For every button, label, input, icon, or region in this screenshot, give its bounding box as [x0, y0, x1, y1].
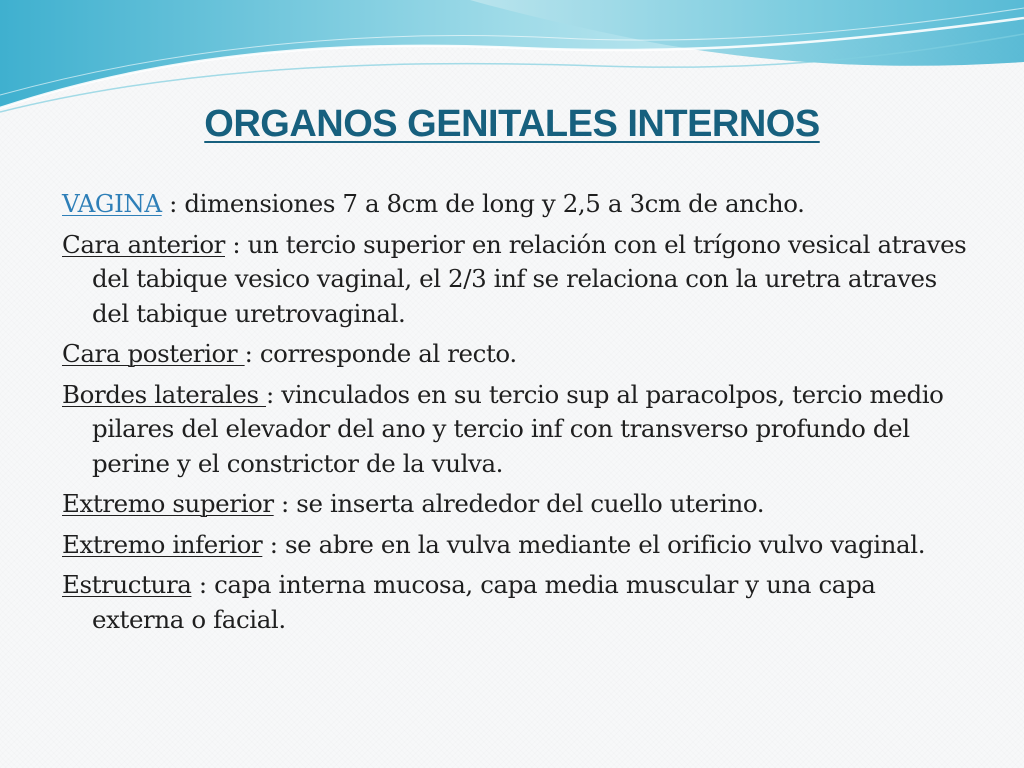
list-item-text: : se inserta alrededor del cuello uterino. [273, 489, 765, 518]
list-item-term: Bordes laterales [62, 379, 267, 409]
list-item-term: Cara anterior [62, 229, 225, 259]
page-title-text: ORGANOS GENITALES INTERNOS [204, 103, 820, 145]
list-item-bordes-laterales [62, 378, 967, 482]
list-item-term: Cara posterior [62, 339, 245, 368]
list-item-text: : capa interna mucosa, capa media muscular y una capa externa o facial. [92, 570, 876, 634]
page-title [0, 96, 1024, 152]
list-item-extremo-superior [62, 487, 967, 522]
list-item-vagina [62, 187, 967, 222]
vagina-link[interactable]: VAGINA [62, 189, 162, 218]
list-item-text: : vinculados en su tercio sup al paracolpos, tercio medio pilares del elevador del ano y tercio inf con transverso profundo del perine y el constrictor de la vulva. [92, 379, 944, 478]
list-item-extremo-inferior [62, 528, 967, 563]
list-item-estructura [62, 568, 967, 637]
list-item-term: Estructura [62, 570, 192, 599]
list-item-term: Extremo inferior [62, 529, 263, 559]
list-item-term: Extremo superior [62, 489, 274, 518]
list-item-text: : un tercio superior en relación con el trígono vesical atraves del tabique vesico vaginal, el 2/3 inf se relaciona con la uretra atraves del tabique uretrovaginal. [92, 229, 967, 328]
list-item-text: : se abre en la vulva mediante el orificio vulvo vaginal. [262, 529, 926, 559]
list-item-text: : dimensiones 7 a 8cm de long y 2,5 a 3cm de ancho. [161, 189, 805, 218]
list-item-cara-posterior [62, 337, 967, 372]
list-item-text: : corresponde al recto. [244, 339, 517, 368]
content-list [62, 187, 967, 643]
list-item-cara-anterior [62, 228, 967, 332]
